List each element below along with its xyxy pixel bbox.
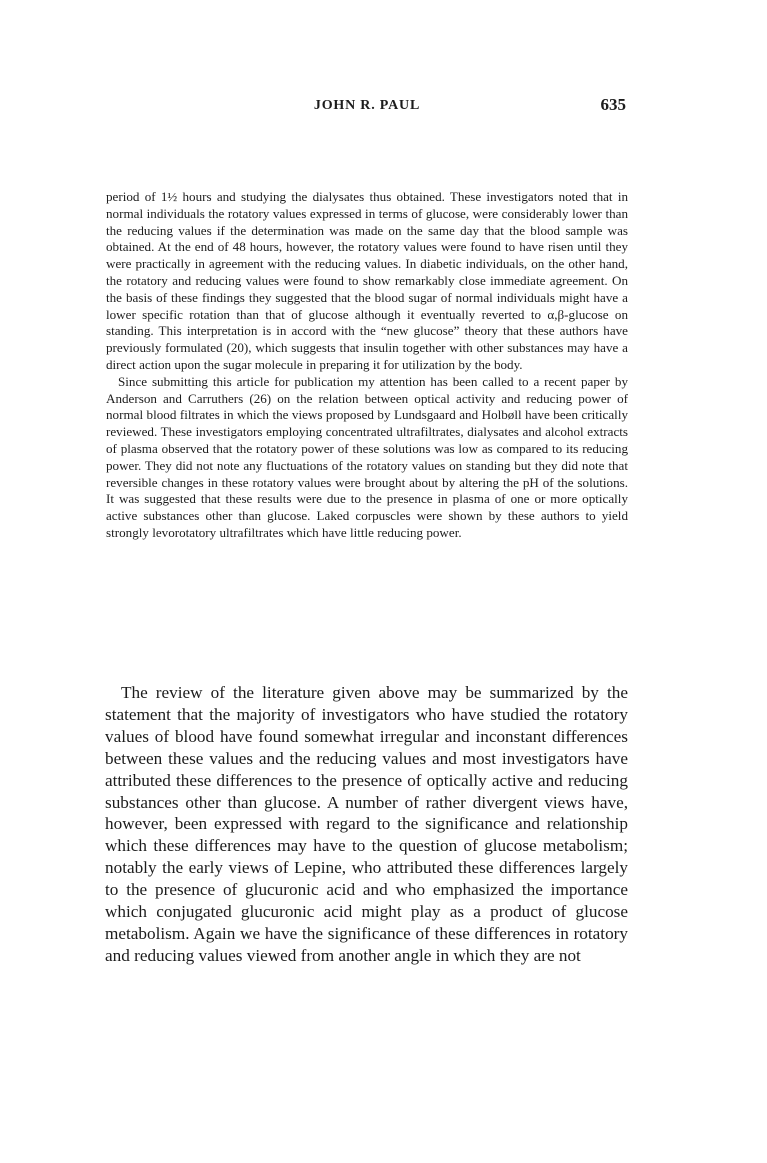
paragraph-small-2: Since submitting this article for publication my attention has been called to a recent paper by Anderson and Carruthers (26) on the relation between optical activity and reducing power of normal blood filtrates in which the views proposed by Lundsgaard and Holbøll have been critically reviewed. These investigators employing concentrated ultrafiltrates, dialysates and alcohol extracts of plasma observed that the rotatory power of these solutions was low as compared to its reducing power. They did not note any fluctuations of the rotatory values on standing but they did note that reversible changes in these rotatory values were brought about by altering the pH of the solutions. It was suggested that these results were due to the presence in plasma of one or more optically active substances other than glucose. Laked corpuscles were shown by these authors to yield strongly levorotatory ultrafiltrates which have little reducing power.: [106, 373, 628, 540]
main-text-section: [105, 682, 628, 967]
paragraph-large-1: The review of the literature given above may be summarized by the statement that the majority of investigators who have studied the rotatory values of blood have found somewhat irregular and inconstant differences between these values and the reducing values and most investigators have attributed these differences to the presence of optically active and reducing substances other than glucose. A number of rather divergent views have, however, been expressed with regard to the significance and relationship which these differences may have to the question of glucose metabolism; notably the early views of Lepine, who attributed these differences largely to the presence of glucuronic acid and who emphasized the importance which conjugated glucuronic acid might play as a product of glucose metabolism. Again we have the significance of these differences in rotatory and reducing values viewed from another angle in which they are not: [105, 683, 628, 965]
small-print-section: [106, 189, 628, 542]
page-header: [106, 95, 628, 119]
running-head: JOHN R. PAUL: [313, 98, 421, 113]
page-number: 635: [600, 95, 626, 114]
paragraph-small-1: period of 1½ hours and studying the dialysates thus obtained. These investigators noted that in normal individuals the rotatory values expressed in terms of glucose, were considerably lower than the reducing values if the determination was made on the same day that the blood sample was obtained. At the end of 48 hours, however, the rotatory values were found to have risen until they were practically in agreement with the reducing values. In diabetic individuals, on the other hand, the rotatory and reducing values were found to show remarkably close immediate agreement. On the basis of these findings they suggested that the blood sugar of normal individuals might have a lower specific rotation than that of glucose although it eventually reverted to α,β-glucose on standing. This interpretation is in accord with the “new glucose” theory that these authors have previously formulated (20), which suggests that insulin together with other substances may have a direct action upon the sugar molecule in preparing it for utilization by the body.: [106, 189, 628, 372]
